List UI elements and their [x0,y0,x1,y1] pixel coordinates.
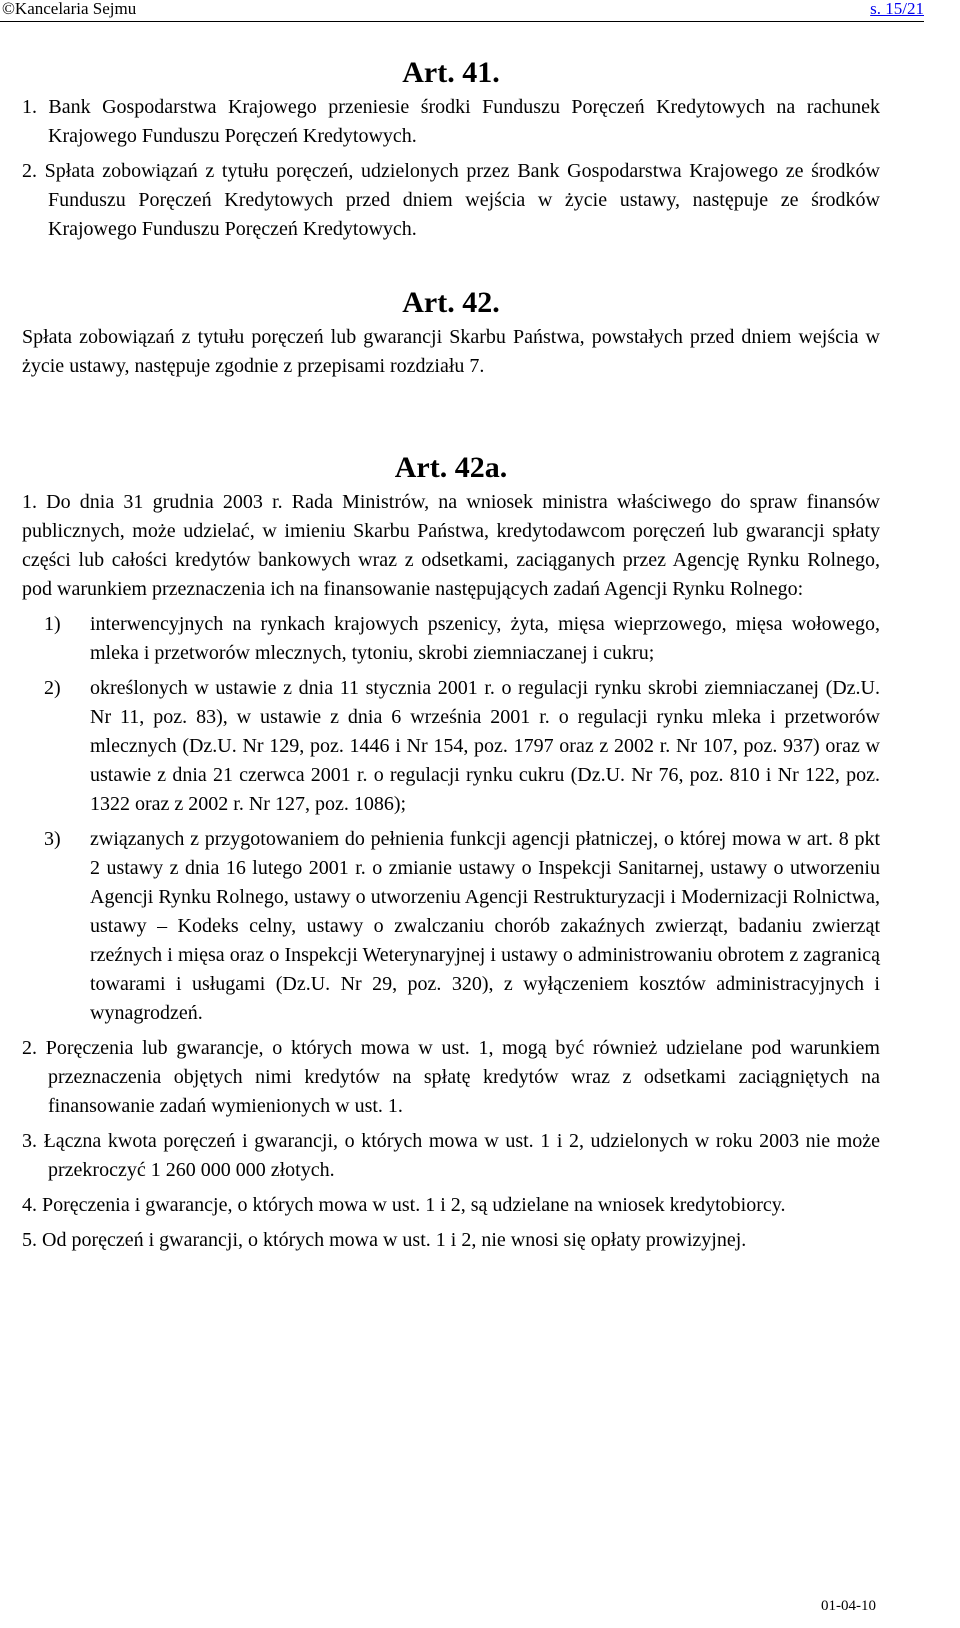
art-42a-para-4: 4. Poręczenia i gwarancje, o których mowa w ust. 1 i 2, są udzielane na wniosek kredytobiorcy. [22,1194,786,1216]
list-item [22,674,880,819]
header-source: ©Kancelaria Sejmu [2,0,137,18]
list-item-label: 2) [44,677,61,699]
document-body [22,58,880,1255]
art-42a-para-3: 3. Łączna kwota poręczeń i gwarancji, o których mowa w ust. 1 i 2, udzielonych w roku 2003 nie może przekroczyć 1 260 000 000 złotych. [22,1130,880,1181]
footer-date: 01-04-10 [821,1598,876,1614]
list-item [22,825,880,1028]
art-41-heading: Art. 41. [402,56,500,89]
list-item-label: 3) [44,828,61,850]
header-divider [0,21,924,22]
art-42-heading: Art. 42. [402,286,500,319]
list-item [22,610,880,668]
list-item-text: określonych w ustawie z dnia 11 stycznia 2001 r. o regulacji rynku skrobi ziemniaczanej (Dz.U. Nr 11, poz. 83), w ustawie z dnia 6 września 2001 r. o regulacji rynku mleka i przetworów mlecznych (Dz.U. Nr 129, poz. 1446 i Nr 154, poz. 1797 oraz z 2002 r. Nr 107, poz. 937) oraz w ustawie z dnia 21 czerwca 2001 r. o regulacji rynku cukru (Dz.U. Nr 76, poz. 810 i Nr 122, poz. 1322 oraz z 2002 r. Nr 127, poz. 1086); [90,677,880,815]
list-item-text: związanych z przygotowaniem do pełnienia funkcji agencji płatniczej, o której mowa w art. 8 pkt 2 ustawy z dnia 16 lutego 2001 r. o zmianie ustawy o Inspekcji Sanitarnej, ustawy o utworzeniu Agencji Rynku Rolnego, ustawy o utworzeniu Agencji Restrukturyzacji i Modernizacji Rolnictwa, ustawy – Kodeks celny, ustawy o zwalczaniu chorób zakaźnych zwierząt, badaniu zwierząt rzeźnych i mięsa oraz o Inspekcji Weterynaryjnej i ustawy o administrowaniu obrotem z zagranicą towarami i usługami (Dz.U. Nr 29, poz. 320), z wyłączeniem kosztów administracyjnych i wynagrodzeń. [90,828,880,1024]
art-41-para-2: 2. Spłata zobowiązań z tytułu poręczeń, udzielonych przez Bank Gospodarstwa Krajowego ze środków Funduszu Poręczeń Kredytowych przed dniem wejścia w życie ustawy, następuje ze środków Krajowego Funduszu Poręczeń Kredytowych. [22,160,880,240]
art-42a-para-2: 2. Poręczenia lub gwarancje, o których mowa w ust. 1, mogą być również udzielane pod warunkiem przeznaczenia objętych nimi kredytów na spłatę kredytów wraz z odsetkami zaciągniętych na finansowanie zadań wymienionych w ust. 1. [22,1037,880,1117]
art-41-para-1: 1. Bank Gospodarstwa Krajowego przeniesie środki Funduszu Poręczeń Kredytowych na rachunek Krajowego Funduszu Poręczeń Kredytowych. [22,96,880,147]
art-42a-para-5: 5. Od poręczeń i gwarancji, o których mowa w ust. 1 i 2, nie wnosi się opłaty prowizyjnej. [22,1229,747,1251]
art-42a-heading: Art. 42a. [394,451,508,484]
list-item-label: 1) [44,613,61,635]
page-number-link[interactable]: s. 15/21 [870,0,924,18]
art-42-para-1: Spłata zobowiązań z tytułu poręczeń lub gwarancji Skarbu Państwa, powstałych przed dniem wejścia w życie ustawy, następuje zgodnie z przepisami rozdziału 7. [22,326,880,377]
list-item-text: interwencyjnych na rynkach krajowych pszenicy, żyta, mięsa wieprzowego, mięsa wołowego, mleka i przetworów mlecznych, tytoniu, skrobi ziemniaczanej i cukru; [90,613,880,664]
art-42a-para-1: 1. Do dnia 31 grudnia 2003 r. Rada Ministrów, na wniosek ministra właściwego do spraw finansów publicznych, może udzielać, w imieniu Skarbu Państwa, kredytodawcom poręczeń lub gwarancji spłaty części lub całości kredytów bankowych wraz z odsetkami, zaciąganych przez Agencję Rynku Rolnego, pod warunkiem przeznaczenia ich na finansowanie następujących zadań Agencji Rynku Rolnego: [22,491,880,600]
